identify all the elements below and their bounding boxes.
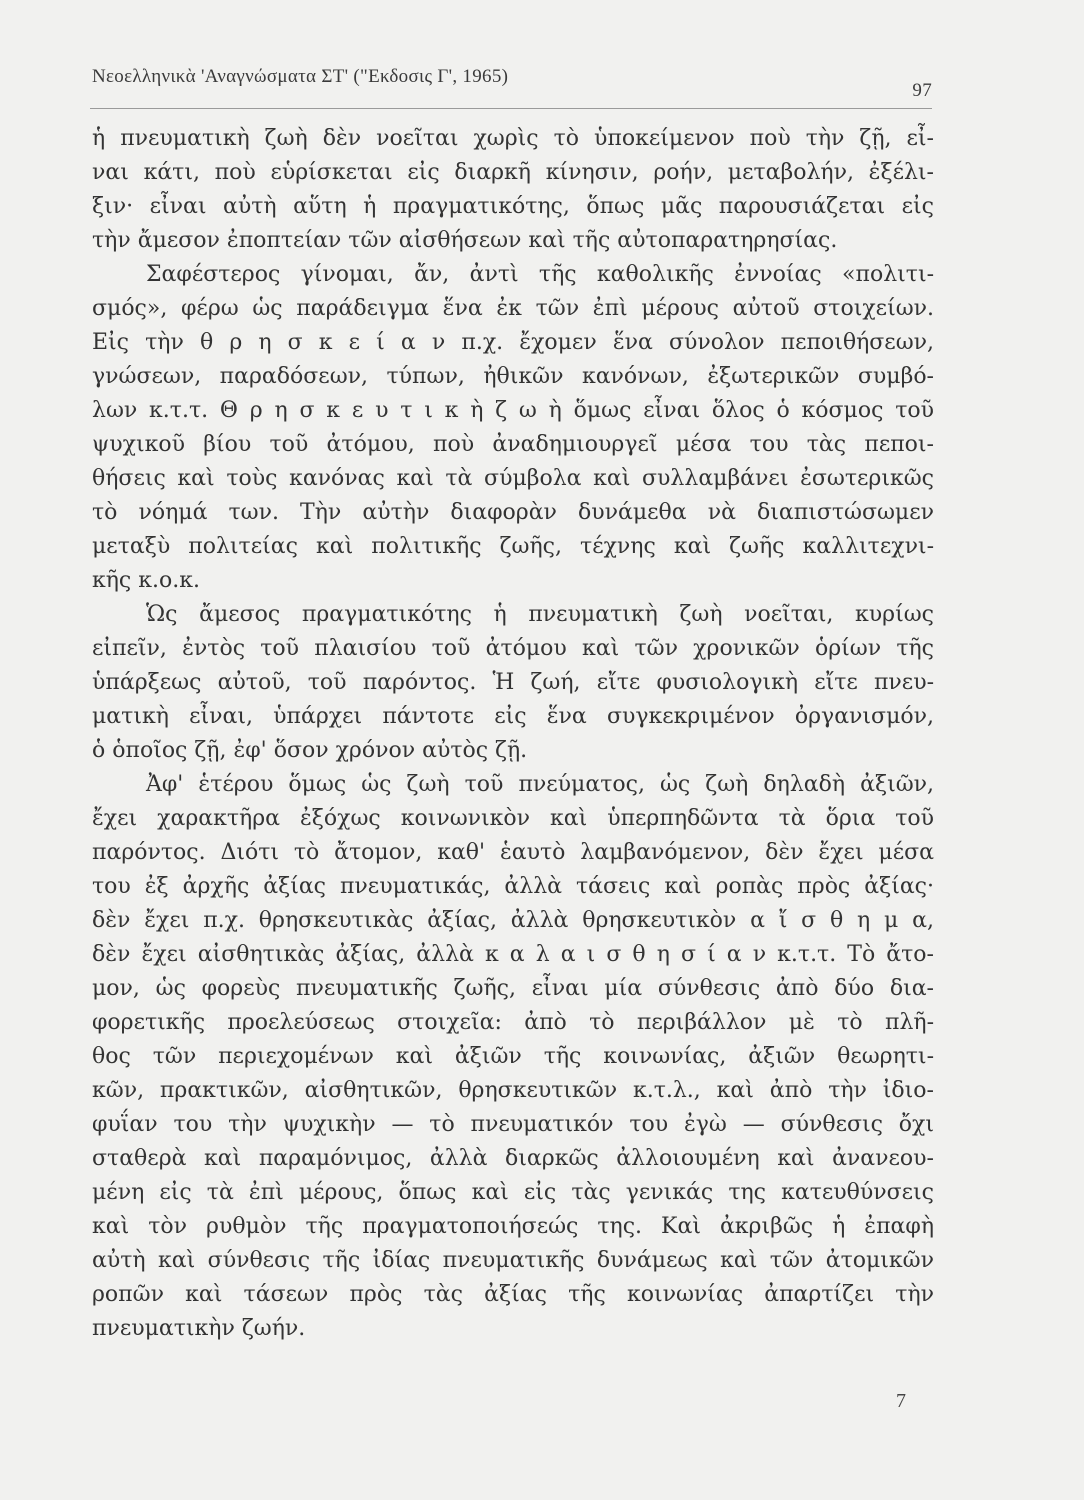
text-line: Σαφέστερος γίνομαι, ἄν, ἀντὶ τῆς καθολικῆς ἐννοίας «πολιτι- xyxy=(146,262,934,287)
text-line: ἔχει χαρακτῆρα ἐξόχως κοινωνικὸν καὶ ὑπερπηδῶντα τὰ ὅρια τοῦ xyxy=(92,806,934,831)
running-title: Νεοελληνικὰ 'Αναγνώσματα ΣΤ' ("Εκδοσις Γ', 1965) xyxy=(92,66,509,87)
text-line: εἰπεῖν, ἐντὸς τοῦ πλαισίου τοῦ ἀτόμου καὶ τῶν χρονικῶν ὁρίων τῆς xyxy=(92,636,934,661)
text-line: μον, ὡς φορεὺς πνευματικῆς ζωῆς, εἶναι μία σύνθεσις ἀπὸ δύο δια- xyxy=(92,976,934,1001)
header-rule xyxy=(90,108,932,109)
text-line: Ἀφ' ἑτέρου ὅμως ὡς ζωὴ τοῦ πνεύματος, ὡς ζωὴ δηλαδὴ ἀξιῶν, xyxy=(146,772,934,797)
text-line: θος τῶν περιεχομένων καὶ ἀξιῶν τῆς κοινωνίας, ἀξιῶν θεωρητι- xyxy=(92,1044,934,1069)
text-line: κῆς κ.ο.κ. xyxy=(92,568,200,593)
signature-mark: 7 xyxy=(896,1390,906,1412)
text-line: μένη εἰς τὰ ἐπὶ μέρους, ὅπως καὶ εἰς τὰς γενικάς της κατευθύνσεις xyxy=(92,1180,934,1205)
text-line: παρόντος. Διότι τὸ ἄτομον, καθ' ἑαυτὸ λαμβανόμενον, δὲν ἔχει μέσα xyxy=(92,840,934,865)
text-line: γνώσεων, παραδόσεων, τύπων, ἠθικῶν κανόνων, ἐξωτερικῶν συμβό- xyxy=(92,364,934,389)
text-line: Εἰς τὴν θ ρ η σ κ ε ί α ν π.χ. ἔχομεν ἕνα σύνολον πεποιθήσεων, xyxy=(92,330,934,355)
text-line: τὸ νόημά των. Τὴν αὐτὴν διαφορὰν δυνάμεθα νὰ διαπιστώσωμεν xyxy=(92,500,934,525)
text-line: ὁ ὁποῖος ζῇ, ἐφ' ὅσον χρόνον αὐτὸς ζῇ. xyxy=(92,738,528,763)
text-line: τὴν ἄμεσον ἐποπτείαν τῶν αἰσθήσεων καὶ τῆς αὐτοπαρατηρησίας. xyxy=(92,228,838,253)
text-line: λων κ.τ.τ. Θ ρ η σ κ ε υ τ ι κ ὴ ζ ω ὴ ὅμως εἶναι ὅλος ὁ κόσμος τοῦ xyxy=(92,398,934,423)
body-text xyxy=(92,122,934,1346)
text-line: ὑπάρξεως αὐτοῦ, τοῦ παρόντος. Ἡ ζωή, εἴτε φυσιολογικὴ εἴτε πνευ- xyxy=(92,670,934,695)
text-line: ξιν· εἶναι αὐτὴ αὕτη ἡ πραγματικότης, ὅπως μᾶς παρουσιάζεται εἰς xyxy=(92,194,934,219)
text-line: φορετικῆς προελεύσεως στοιχεῖα: ἀπὸ τὸ περιβάλλον μὲ τὸ πλῆ- xyxy=(92,1010,934,1035)
text-line: σταθερὰ καὶ παραμόνιμος, ἀλλὰ διαρκῶς ἀλλοιουμένη καὶ ἀνανεου- xyxy=(92,1146,934,1171)
text-line: ἡ πνευματικὴ ζωὴ δὲν νοεῖται χωρὶς τὸ ὑποκείμενον ποὺ τὴν ζῇ, εἶ- xyxy=(92,126,934,151)
text-line: θήσεις καὶ τοὺς κανόνας καὶ τὰ σύμβολα καὶ συλλαμβάνει ἐσωτερικῶς xyxy=(92,466,934,491)
text-line: του ἐξ ἀρχῆς ἀξίας πνευματικάς, ἀλλὰ τάσεις καὶ ροπὰς πρὸς ἀξίας· xyxy=(92,874,934,899)
text-line: σμός», φέρω ὡς παράδειγμα ἕνα ἐκ τῶν ἐπὶ μέρους αὐτοῦ στοιχείων. xyxy=(92,296,934,321)
text-line: δὲν ἔχει π.χ. θρησκευτικὰς ἀξίας, ἀλλὰ θρησκευτικὸν α ἴ σ θ η μ α, xyxy=(92,908,934,933)
page-number: 97 xyxy=(912,80,932,101)
text-line: φυΐαν του τὴν ψυχικὴν — τὸ πνευματικόν του ἐγὼ — σύνθεσις ὄχι xyxy=(92,1112,934,1137)
text-line: αὐτὴ καὶ σύνθεσις τῆς ἰδίας πνευματικῆς δυνάμεως καὶ τῶν ἀτομικῶν xyxy=(92,1248,934,1273)
text-line: ναι κάτι, ποὺ εὑρίσκεται εἰς διαρκῆ κίνησιν, ροήν, μεταβολήν, ἐξέλι- xyxy=(92,160,934,185)
text-line: ροπῶν καὶ τάσεων πρὸς τὰς ἀξίας τῆς κοινωνίας ἀπαρτίζει τὴν xyxy=(92,1282,934,1307)
text-line: πνευματικὴν ζωήν. xyxy=(92,1316,306,1341)
text-line: Ὡς ἄμεσος πραγματικότης ἡ πνευματικὴ ζωὴ νοεῖται, κυρίως xyxy=(146,602,934,627)
running-header xyxy=(92,62,932,101)
text-line: ματικὴ εἶναι, ὑπάρχει πάντοτε εἰς ἕνα συγκεκριμένον ὀργανισμόν, xyxy=(92,704,934,729)
text-line: ψυχικοῦ βίου τοῦ ἀτόμου, ποὺ ἀναδημιουργεῖ μέσα του τὰς πεποι- xyxy=(92,432,934,457)
text-line: δὲν ἔχει αἰσθητικὰς ἀξίας, ἀλλὰ κ α λ α ι σ θ η σ ί α ν κ.τ.τ. Τὸ ἄτο- xyxy=(92,942,934,967)
text-line: κῶν, πρακτικῶν, αἰσθητικῶν, θρησκευτικῶν κ.τ.λ., καὶ ἀπὸ τὴν ἰδιο- xyxy=(92,1078,934,1103)
text-line: καὶ τὸν ρυθμὸν τῆς πραγματοποιήσεώς της. Καὶ ἀκριβῶς ἡ ἐπαφὴ xyxy=(92,1214,934,1239)
text-line: μεταξὺ πολιτείας καὶ πολιτικῆς ζωῆς, τέχνης καὶ ζωῆς καλλιτεχνι- xyxy=(92,534,934,559)
